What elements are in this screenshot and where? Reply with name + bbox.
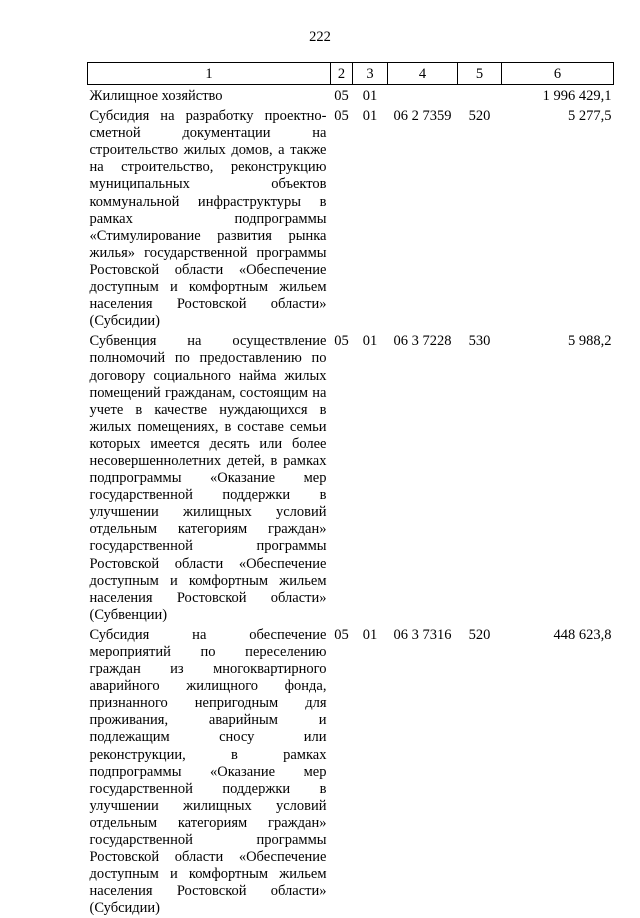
row-amount: 1 996 429,1 [542,88,612,104]
row-expense-type [458,85,502,106]
header-row [88,63,614,85]
row-target-article: 06 3 7228 [393,333,452,350]
header-col-5: 5 [458,63,502,85]
page-number: 222 [309,29,331,45]
row-subsection-code: 01 [362,333,378,350]
table-header [88,63,614,85]
row-expense-type: 530 [468,333,491,350]
row-section-code: 05 [334,626,349,643]
row-section-code: 05 [334,333,349,350]
row-amount: 5 988,2 [568,333,612,350]
table-row [88,105,614,330]
row-target-article [388,85,458,106]
header-col-6: 6 [502,63,614,85]
header-col-3: 3 [353,63,388,85]
row-subsection-code: 01 [362,88,378,104]
row-description: Субсидия на обеспечение мероприятий по переселению граждан из многоквартирного аварийного жилищного фонда, признанного непригодным для проживания, аварийным и подлежащим сносу или реконструкции, в рамках подпрограммы «Оказание мер государственной поддержки в улучшении жилищных условий отдельным категориям граждан» государственной программы Ростовской области «Обеспечение доступным и комфортным жильем населения Ростовской области» (Субсидии) [89,626,327,917]
row-section-code: 05 [334,108,349,125]
header-col-2: 2 [331,63,353,85]
row-section-code: 05 [334,88,349,104]
table-row [88,624,614,918]
row-amount: 448 623,8 [553,626,612,643]
row-description: Жилищное хозяйство [89,88,223,104]
header-col-4: 4 [388,63,458,85]
row-target-article: 06 2 7359 [393,108,452,125]
row-subsection-code: 01 [362,108,378,125]
row-expense-type: 520 [468,108,491,125]
row-subsection-code: 01 [362,626,378,643]
row-description: Субвенция на осуществление полномочий по предоставлению по договору социального найма жилых помещений гражданам, состоящим на учете в качестве нуждающихся в жилых помещениях, в составе семьи которых имеется десять или более несовершеннолетних детей, в рамках подпрограммы «Оказание мер государственной поддержки в улучшении жилищных условий отдельным категориям граждан» государственной программы Ростовской области «Обеспечение доступным и комфортным жильем населения Ростовской области» (Субвенции) [89,333,327,623]
row-description: Субсидия на разработку проектно-сметной документации на строительство жилых домов, а также на строительство, реконструкцию муниципальных объектов коммунальной инфраструктуры в рамках подпрограммы «Стимулирование развития рынка жилья» государственной программы Ростовской области «Обеспечение доступным и комфортным жильем населения Ростовской области» (Субсидии) [89,108,327,330]
budget-table [87,62,614,918]
row-target-article: 06 3 7316 [393,626,452,643]
row-amount: 5 277,5 [568,108,612,125]
table-body [88,85,614,918]
table-row [88,85,614,106]
row-expense-type: 520 [468,626,491,643]
header-col-1: 1 [88,63,331,85]
table-row [88,330,614,624]
